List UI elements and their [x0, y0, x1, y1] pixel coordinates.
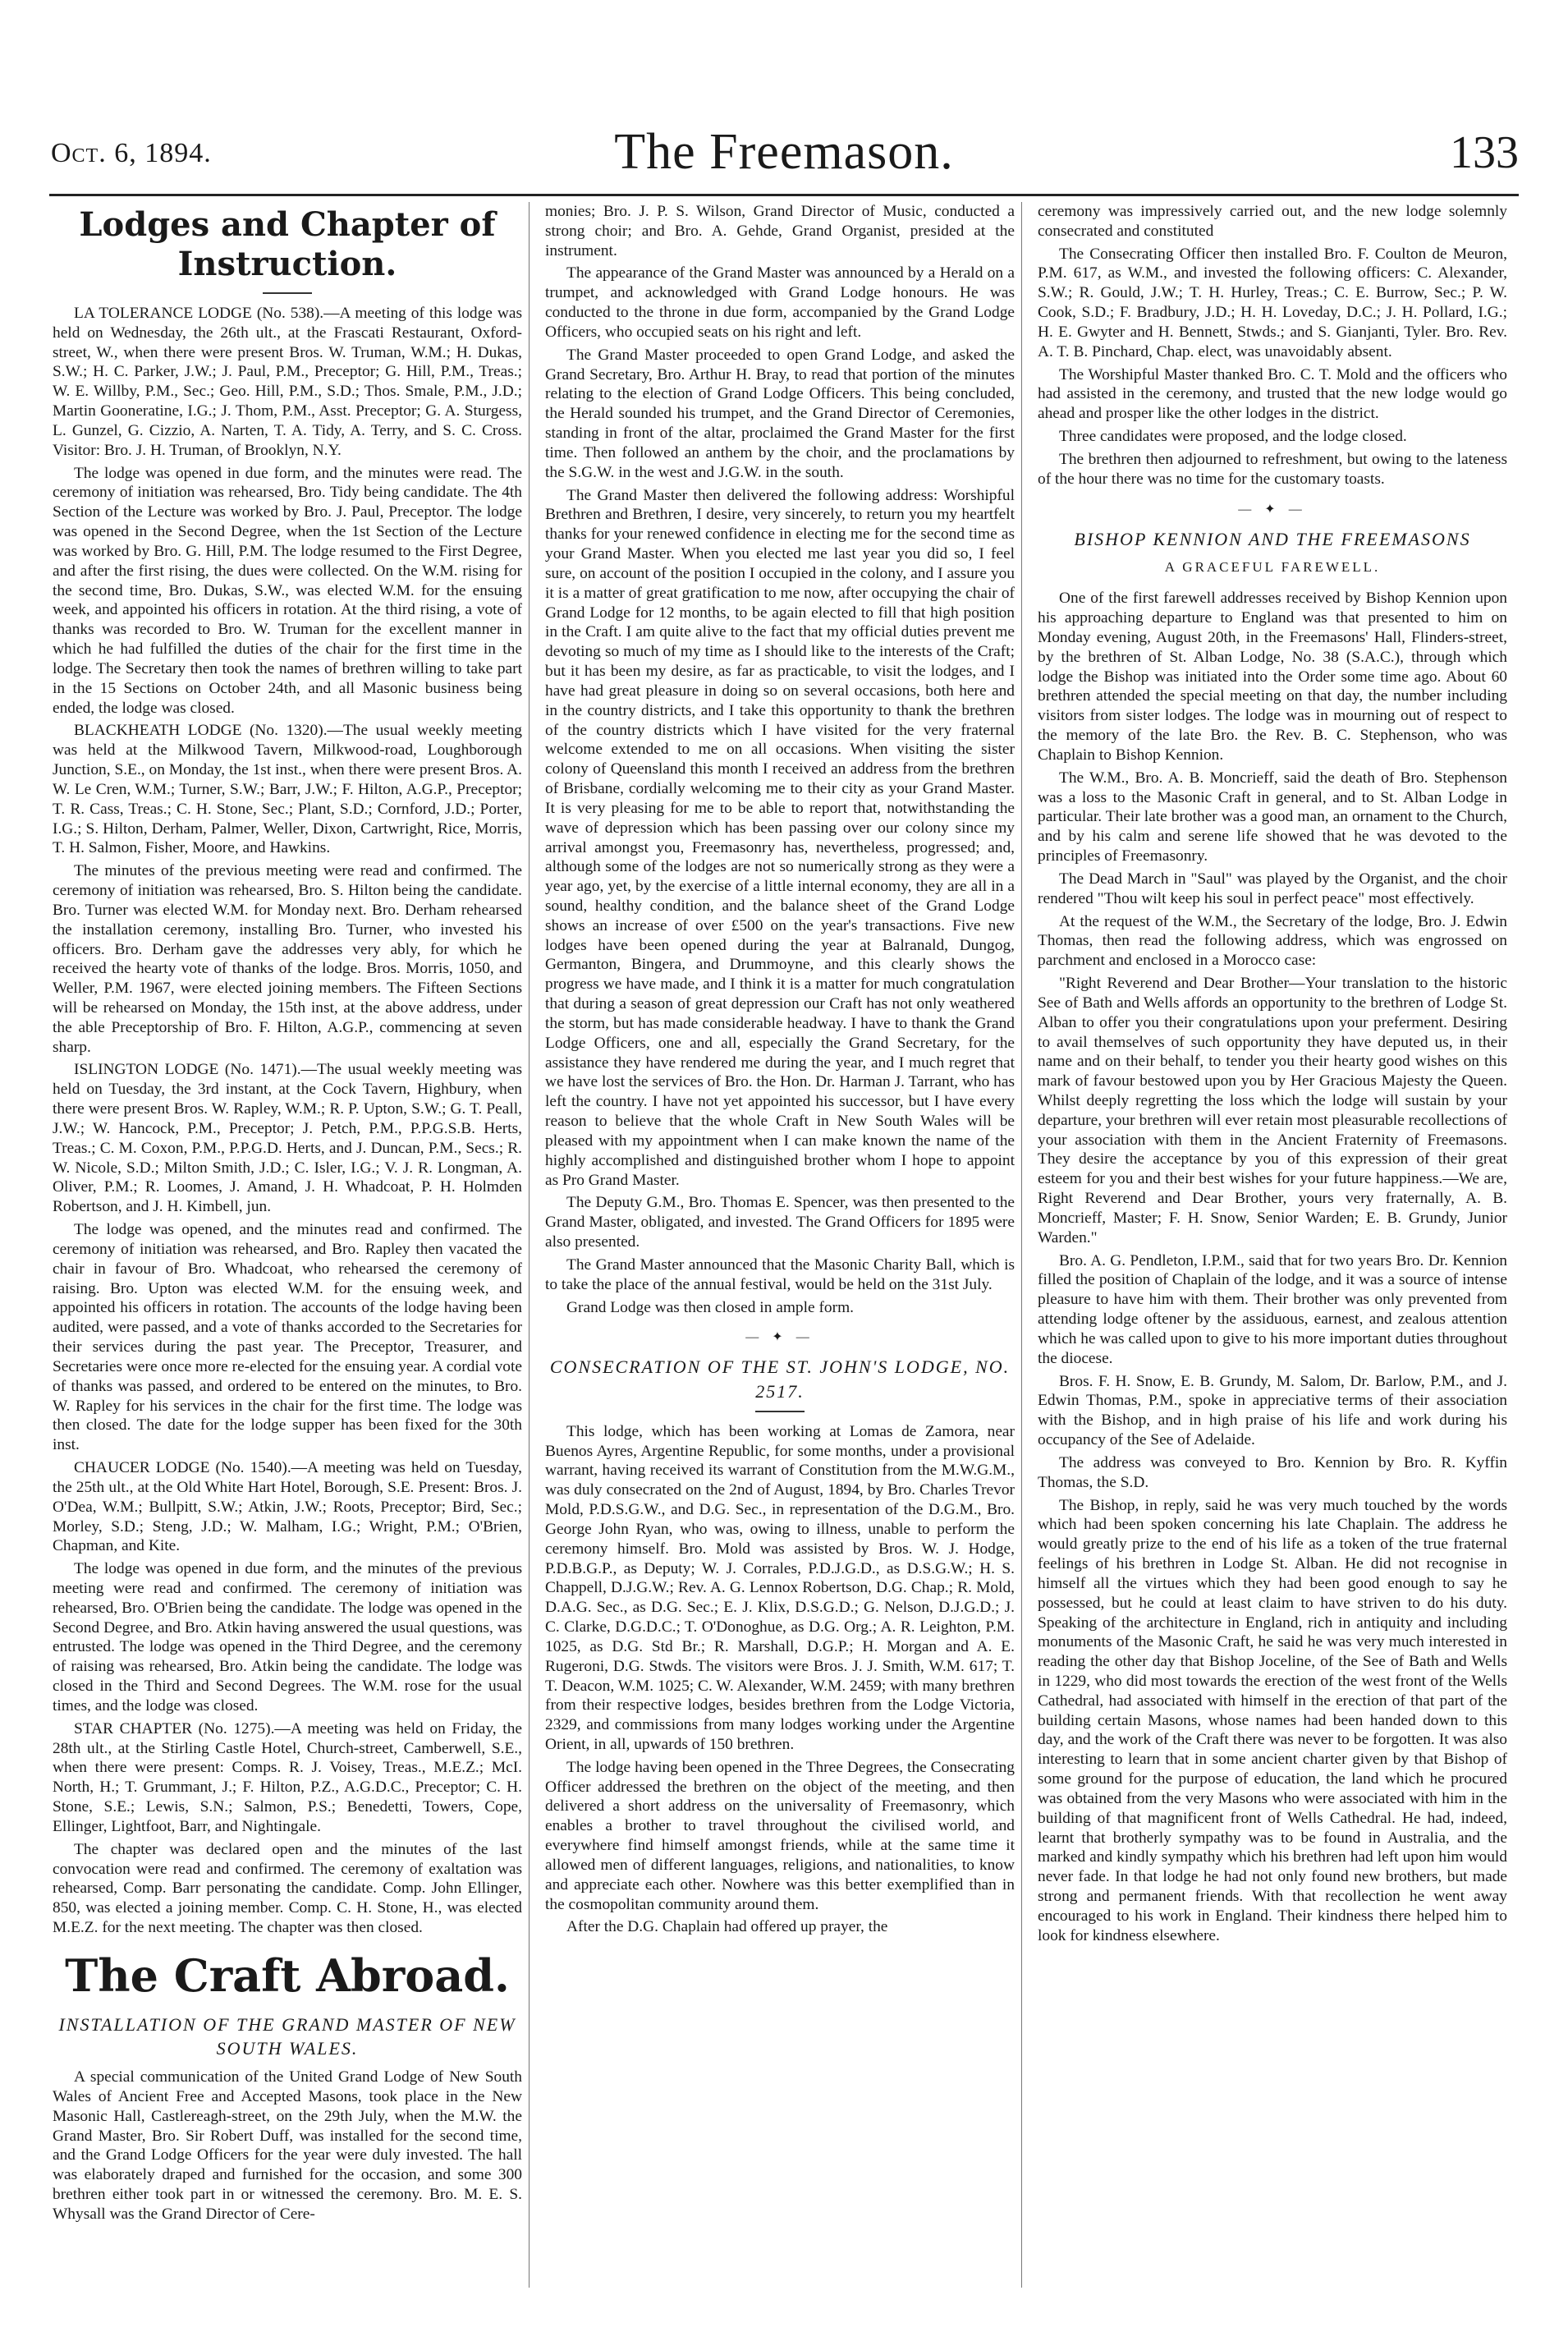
column-2: [545, 202, 1015, 2296]
section-divider: — ✦ —: [745, 1330, 814, 1345]
article-paragraph: Three candidates were proposed, and the lodge closed.: [1059, 428, 1407, 446]
masthead-rule: [49, 194, 1519, 196]
article-paragraph: The Grand Master proceeded to open Grand Lodge, and asked the Grand Secretary, Bro. Arthur H. Bray, to read that portion of the minutes relating to the election of Grand Lodge Officers. This being concluded, the Herald sounded his trumpet, and the Grand Director of Ceremonies, standing in front of the altar, proclaimed the Grand Master for the first time. Then followed an anthem by the choir, and the proclamations by the S.G.W. in the west and J.G.W. in the south.: [545, 346, 1015, 481]
article-paragraph: The lodge having been opened in the Three Degrees, the Consecrating Officer addressed the brethren on the object of the meeting, and then delivered a short address on the universality of Freemasonry, which enables a brother to travel throughout the civilised world, and everywhere find himself amongst friends, while at the same time it allowed men of different languages, religions, and nationalities, to know and appreciate each other. Nowhere was this better exemplified than in the cosmopolitan community around them.: [545, 1758, 1015, 1913]
article-paragraph: BLACKHEATH LODGE (No. 1320).—The usual weekly meeting was held at the Milkwood Tavern, Milkwood-road, Loughborough Junction, S.E., on Monday, the 1st inst., when there were present Bros. A. W. Le Cren, W.M.; Turner, S.W.; Barr, J.W.; F. Hilton, A.G.P., Preceptor; T. R. Cass, Treas.; C. H. Stone, Sec.; Plant, S.D.; Cornford, J.D.; Porter, I.G.; S. Hilton, Derham, Palmer, Weller, Dixon, Cartwright, Rice, Morris, T. H. Salmon, Fisher, Moore, and Hawkins.: [53, 722, 522, 857]
article-paragraph: The Bishop, in reply, said he was very much touched by the words which had been spoken concerning his late Chaplain. The address he would greatly prize to the end of his life as a token of the true fraternal feelings of his brethren in Lodge St. Alban. He did not recognise in himself all the virtues which they had been good enough to say he possessed, but he could at least claim to have striven to do his duty. Speaking of the architecture in England, rich in antiquity and including monuments of the Masonic Craft, he said he was very much interested in reading the other day that Bishop Joceline, of the See of Bath and Wells in 1229, who did most towards the erection of the west front of the Wells Cathedral, had associated with himself in the erection of that part of the building certain Masons, whose names had been handed down to this day, and the work of the Craft there was never to be forgotten. It was also interesting to learn that in some ancient charter given by that Bishop of some ground for the purpose of education, the land which he procured was obtained from the very Masons who were associated with him in the building of that magnificent front of Wells Cathedral. He had, indeed, learnt that brotherly sympathy was to be found in Australia, and the marked and kindly sympathy which his brethren had left upon him would never fade. In that lodge he had not only found new brothers, but made strong and permanent friends. With that recollection he went away encouraged to his work in England. Their kindness there helped him to look for kindness elsewhere.: [1038, 1496, 1507, 1944]
article-paragraph: At the request of the W.M., the Secretary of the lodge, Bro. J. Edwin Thomas, then read the following address, which was engrossed on parchment and enclosed in a Morocco case:: [1038, 912, 1507, 970]
article-paragraph: This lodge, which has been working at Lomas de Zamora, near Buenos Ayres, Argentine Republic, for some months, under a provisional warrant, having received its warrant of Constitution from the M.W.G.M., was duly consecrated on the 2nd of August, 1894, by Bro. Charles Trevor Mold, P.D.S.G.W., and D.G. Sec., in representation of the D.G.M., Bro. George John Ryan, who was, owing to illness, unable to perform the ceremony himself. Bro. Mold was assisted by Bros. W. J. Hodge, P.D.B.G.P., as Deputy; W. J. Corrales, P.D.J.G.D., as D.S.G.W.; H. S. Chappell, D.J.G.W.; Rev. A. G. Lennox Robertson, D.G. Chap.; R. Mold, D.A.G. Sec., as D.G. Sec.; E. J. Klix, D.S.G.D.; G. Nelson, D.J.G.D.; J. C. Clarke, D.G.D.C.; T. O'Donoghue, as D.G. Org.; A. R. Leighton, P.M. 1025, as D.G. Std Br.; R. Marshall, D.G.P.; H. Morgan and A. E. Rugeroni, D.G. Stwds. The visitors were Bros. J. J. Smith, W.M. 617; T. T. Deacon, W.M. 1025; C. W. Alexander, W.M. 2459; with many brethren from their respective lodges, besides brethren from the Lodge Victoria, 2329, and commissions from many lodges working under the Argentine Orient, in all, upwards of 150 brethren.: [545, 1422, 1015, 1753]
article-paragraph: The minutes of the previous meeting were read and confirmed. The ceremony of initiation was rehearsed, Bro. S. Hilton being the candidate. Bro. Turner was elected W.M. for Monday next. Bro. Derham rehearsed the installation ceremony, installing Bro. Turner, who invested his officers. Bro. Derham gave the addresses very ably, for which he received the hearty vote of thanks of the lodge. Bros. Morris, 1050, and Weller, P.M. 1967, were elected joining members. The Fifteen Sections will be rehearsed on Monday, the 15th inst, at the above address, under the able Preceptorship of Bro. F. Hilton, A.G.P., commencing at seven sharp.: [53, 862, 522, 1056]
article-paragraph: Bro. A. G. Pendleton, I.P.M., said that for two years Bro. Dr. Kennion filled the position of Chaplain of the lodge, and it was a source of intense pleasure to have him with them. Their brother was only prevented from attending lodge oftener by the assiduous, earnest, and zealous attention which he was called upon to give to his more important duties throughout the diocese.: [1038, 1251, 1507, 1367]
article-subheading: BISHOP KENNION AND THE FREEMASONS: [1074, 528, 1471, 549]
article-paragraph: One of the first farewell addresses received by Bishop Kennion upon his approaching departure to England was that presented to him on Monday evening, August 20th, in the Freemasons' Hall, Flinders-street, by the brethren of St. Alban Lodge, No. 38 (S.A.C.), through which lodge the Bishop was initiated into the Order some time ago. About 60 brethren attended the special meeting on that day, the number including visitors from sister lodges. The lodge was in mourning out of respect to the memory of the late Bro. the Rev. B. C. Stephenson, who was Chaplain to Bishop Kennion.: [1038, 590, 1507, 764]
column-1: [53, 202, 522, 2296]
section-divider: — ✦ —: [1238, 502, 1307, 516]
heading-rule: [263, 292, 312, 294]
column-separator: [529, 202, 530, 2288]
masthead: [49, 123, 1519, 197]
article-paragraph: The lodge was opened, and the minutes read and confirmed. The ceremony of initiation was rehearsed, and Bro. Rapley then vacated the chair in favour of Bro. Whadcoat, who rehearsed the ceremony of raising. Bro. Upton was elected W.M. for the ensuing week, and appointed his officers in rotation. The accounts of the lodge having been audited, were passed, and a vote of thanks accorded to the Secretaries for their services during the past year. The Preceptor, Treasurer, and Secretaries were once more re-elected for the ensuing year. A cordial vote of thanks was passed, and ordered to be entered on the minutes, to Bro. W. Rapley for his services in the chair for the first time. The lodge was then closed. The date for the lodge supper has been fixed for the 30th inst.: [53, 1221, 522, 1454]
article-subheading: INSTALLATION OF THE GRAND MASTER OF NEW SOUTH WALES.: [58, 2013, 516, 2059]
issue-date: Oct. 6, 1894.: [51, 138, 212, 168]
article-paragraph: The brethren then adjourned to refreshment, but owing to the lateness of the hour there was no time for the customary toasts.: [1038, 450, 1507, 488]
article-paragraph: The address was conveyed to Bro. Kennion by Bro. R. Kyffin Thomas, the S.D.: [1038, 1453, 1507, 1491]
article-subheading: CONSECRATION OF THE ST. JOHN'S LODGE, NO. 2517.: [549, 1356, 1011, 1402]
article-paragraph: ceremony was impressively carried out, and the new lodge solemnly consecrated and constituted: [1038, 203, 1507, 240]
article-paragraph: LA TOLERANCE LODGE (No. 538).—A meeting of this lodge was held on Wednesday, the 26th ult., at the Frascati Restaurant, Oxford-street, W., when there were present Bros. W. Truman, W.M.; H. Dukas, S.W.; H. C. Parker, J.W.; J. Paul, P.M., Preceptor; G. Hill, P.M., Treas.; W. E. Willby, P.M., Sec.; Geo. Hill, P.M., S.D.; Thos. Smale, P.M., J.D.; Martin Gooneratine, I.G.; J. Thom, P.M., Asst. Preceptor; G. A. Sturgess, L. Gunzel, G. Cizzio, A. Narten, T. A. Tidy, A. Terry, and S. C. Cross. Visitor: Bro. J. H. Truman, of Brooklyn, N.Y.: [53, 305, 522, 459]
column-3: [1038, 202, 1507, 2296]
article-paragraph: The Grand Master announced that the Masonic Charity Ball, which is to take the place of the annual festival, would be held on the 31st July.: [545, 1255, 1015, 1293]
article-paragraph: A special communication of the United Grand Lodge of New South Wales of Ancient Free and Accepted Masons, took place in the New Masonic Hall, Castlereagh-street, on the 29th July, when the M.W. the Grand Master, Bro. Sir Robert Duff, was installed for the second time, and the Grand Lodge Officers for the year were duly invested. The hall was elaborately draped and furnished for the occasion, and some 300 brethren either took part in or witnessed the ceremony. Bro. M. E. S. Whysall was the Grand Director of Cere-: [53, 2068, 522, 2223]
article-paragraph: The appearance of the Grand Master was announced by a Herald on a trumpet, and acknowledged with Grand Lodge honours. He was conducted to the throne in due form, accompanied by the Grand Lodge Officers, who occupied seats on his right and left.: [545, 264, 1015, 341]
article-paragraph: monies; Bro. J. P. S. Wilson, Grand Director of Music, conducted a strong choir; and Bro. A. Gehde, Grand Organist, presided at the instrument.: [545, 203, 1015, 259]
article-paragraph: Bros. F. H. Snow, E. B. Grundy, M. Salom, Dr. Barlow, P.M., and J. Edwin Thomas, P.M., spoke in appreciative terms of their association with the Bishop, and in high praise of his life and work during his occupancy of the See of Adelaide.: [1038, 1372, 1507, 1449]
article-paragraph: The chapter was declared open and the minutes of the last convocation were read and confirmed. The ceremony of exaltation was rehearsed, Comp. Barr personating the candidate. Comp. John Ellinger, 850, was elected a joining member. Comp. C. H. Stone, H., was elected M.E.Z. for the next meeting. The chapter was then closed.: [53, 1840, 522, 1937]
heading-rule: [755, 1411, 805, 1412]
article-paragraph: The lodge was opened in due form, and the minutes were read. The ceremony of initiation was rehearsed, Bro. Tidy being candidate. The 4th Section of the Lecture was worked by Bro. J. Paul, Preceptor. The lodge was opened in the Second Degree, when the 1st Section of the Lecture was worked by Bro. G. Hill, P.M. The lodge resumed to the First Degree, and after the first rising, the dues were collected. On the W.M. rising for the second time, Bro. Dukas, S.W., was elected W.M. for the ensuing week, and appointed his officers in rotation. At the third rising, a vote of thanks was recorded to Bro. W. Truman for the excellent manner in which he had fulfilled the duties of the chair for the first time in the lodge. The Secretary then took the names of brethren willing to take part in the 15 Sections on October 24th, and all Masonic business being ended, the lodge was closed.: [53, 464, 522, 717]
article-paragraph: "Right Reverend and Dear Brother—Your translation to the historic See of Bath and Wells affords an opportunity to the brethren of Lodge St. Alban to offer you their congratulations upon your preferment. Desiring to avail themselves of such opportunity they have deputed us, in their name and on their behalf, to tender you their hearty good wishes on this mark of favour bestowed upon you by Her Gracious Majesty the Queen. Whilst deeply regretting the loss which the lodge will sustain by your departure, your brethren will ever retain most pleasurable recollections of your association with them in the Ancient Fraternity of Freemasons. They desire the acceptance by you of this expression of their great esteem for you and their best wishes for your future happiness.—We are, Right Reverend and Dear Brother, yours very fraternally, A. B. Moncrieff, Master; F. H. Snow, Senior Warden; E. B. Grundy, Junior Warden.": [1038, 975, 1507, 1246]
publication-title: The Freemason.: [614, 124, 954, 180]
section-heading-lodges: Lodges and Chapter of Instruction.: [79, 205, 496, 283]
article-paragraph: The W.M., Bro. A. B. Moncrieff, said the death of Bro. Stephenson was a loss to the Masonic Craft in general, and to St. Alban Lodge in particular. Their late brother was a good man, an ornament to the Church, and by his calm and serene life showed that he was devoted to the principles of Freemasonry.: [1038, 769, 1507, 865]
article-paragraph: The Grand Master then delivered the following address: Worshipful Brethren and Brethren, I desire, very sincerely, to return you my heartfelt thanks for your renewed confidence in electing me for the second time as your Grand Master. When you elected me last year you did so, I feel sure, on account of the position I occupied in the colony, and I assure you it is a matter of great gratification to me now, after occupying the chair of Grand Lodge for 12 months, to be again elected to fill that high position in the Craft. I am quite alive to the fact that my official duties prevent me devoting so much of my time as I should like to the interests of the Craft; but it has been my desire, as far as practicable, to visit the lodges, and I have had great pleasure in doing so on several occasions, both here and in the country districts, and I take this opportunity to thank the brethren of the country districts which I have visited for the very fraternal welcome extended to me on all occasions. When visiting the sister colony of Queensland this month I received an address from the brethren of Brisbane, cordially welcoming me to their city as your Grand Master. It is very pleasing for me to be able to report that, notwithstanding the wave of depression which has been passing over our colony since my arrival amongst you, Freemasonry has, nevertheless, progressed; and, although some of the lodges are not so numerically strong as they were a year ago, yet, by the exercise of a little internal economy, they are all in a sound, healthy condition, and the balance sheet of the Grand Lodge shows an increase of over £500 on the year's transactions. Five new lodges have been opened during the year at Balranald, Dungog, Germanton, Bingera, and Drummoyne, and this clearly shows the progress we have made, and I think it is a matter for much congratulation that during a season of great depression our Craft has not only weathered the storm, but has made considerable headway. I have to thank the Grand Lodge Officers, one and all, especially the Grand Secretary, for the assistance they have rendered me during the year, and I much regret that we have lost the services of Bro. the Hon. Dr. Harman J. Tarrant, who has left the country. I have not yet appointed his successor, but I have every reason to believe that the whole Craft in New South Wales will be pleased with my appointment when I can make known the name of the highly accomplished and distinguished brother whom I hope to appoint as Pro Grand Master.: [545, 486, 1015, 1189]
article-paragraph: STAR CHAPTER (No. 1275).—A meeting was held on Friday, the 28th ult., at the Stirling Castle Hotel, Church-street, Camberwell, S.E., when there were present: Comps. R. J. Voisey, Treas., M.E.Z.; McI. North, H.; T. Grummant, J.; F. Hilton, P.Z., A.G.D.C., Preceptor; C. H. Stone, S.E.; Lewis, S.N.; Salmon, P.S.; Benedetti, Towers, Cope, Ellinger, Lightfoot, Barr, and Nightingale.: [53, 1719, 522, 1835]
article-paragraph: ISLINGTON LODGE (No. 1471).—The usual weekly meeting was held on Tuesday, the 3rd instant, at the Cock Tavern, Highbury, when there were present Bros. W. Rapley, W.M.; R. P. Upton, S.W.; G. T. Peall, J.W.; W. Hancock, P.M., Preceptor; J. Petch, P.M., P.P.G.S.B. Herts, Treas.; C. M. Coxon, P.M., P.P.G.D. Herts, and J. Duncan, P.M., Secs.; R. W. Nicole, S.D.; Milton Smith, J.D.; C. Isler, I.G.; V. J. R. Longman, A. Oliver, P.M.; R. Loomes, J. Amand, J. H. Whadcoat, P. H. Holmden Robertson, and J. H. Kimbell, jun.: [53, 1061, 522, 1216]
article-paragraph: The lodge was opened in due form, and the minutes of the previous meeting were read and confirmed. The ceremony of initiation was rehearsed, Bro. O'Brien being the candidate. The lodge was opened in the Second Degree, and Bro. Atkin having answered the usual questions, was entrusted. The lodge was opened in the Third Degree, and the ceremony of raising was rehearsed, Bro. Atkin being the candidate. The lodge was closed in the Third and Second Degrees. The W.M. rose for the usual times, and the lodge was closed.: [53, 1560, 522, 1714]
section-heading-craft-abroad: The Craft Abroad.: [65, 1949, 510, 2002]
page-number: 133: [1450, 127, 1519, 178]
article-paragraph: The Deputy G.M., Bro. Thomas E. Spencer, was then presented to the Grand Master, obligated, and invested. The Grand Officers for 1895 were also presented.: [545, 1194, 1015, 1251]
article-paragraph: CHAUCER LODGE (No. 1540).—A meeting was held on Tuesday, the 25th ult., at the Old White Hart Hotel, Borough, S.E. Present: Bros. J. O'Dea, W.M.; Bullpitt, S.W.; Atkin, J.W.; Roots, Preceptor; Bird, Sec.; Morley, S.D.; Steng, J.D.; W. Malham, I.G.; Wright, P.M.; O'Brien, Chapman, and Kite.: [53, 1459, 522, 1555]
article-paragraph: After the D.G. Chaplain had offered up prayer, the: [566, 1918, 888, 1936]
article-paragraph: Grand Lodge was then closed in ample form.: [566, 1298, 855, 1316]
column-separator: [1021, 202, 1022, 2288]
article-paragraph: The Consecrating Officer then installed Bro. F. Coulton de Meuron, P.M. 617, as W.M., and invested the following officers: C. Alexander, S.W.; R. Gould, J.W.; T. H. Hurley, Treas.; C. E. Burrow, Sec.; P. W. Cook, S.D.; F. Bradbury, J.D.; H. H. Loveday, D.C.; J. H. Pollard, I.G.; H. E. Gwyter and H. Bennett, Stwds.; and S. Gianjanti, Tyler. Bro. Rev. A. T. B. Pinchard, Chap. elect, was unavoidably absent.: [1038, 245, 1507, 360]
article-kicker: A GRACEFUL FAREWELL.: [1164, 559, 1381, 576]
article-paragraph: The Dead March in "Saul" was played by the Organist, and the choir rendered "Thou wilt keep his soul in perfect peace" most effectively.: [1038, 870, 1507, 907]
article-paragraph: The Worshipful Master thanked Bro. C. T. Mold and the officers who had assisted in the ceremony, and trusted that the new lodge would go ahead and prosper like the other lodges in the district.: [1038, 365, 1507, 423]
